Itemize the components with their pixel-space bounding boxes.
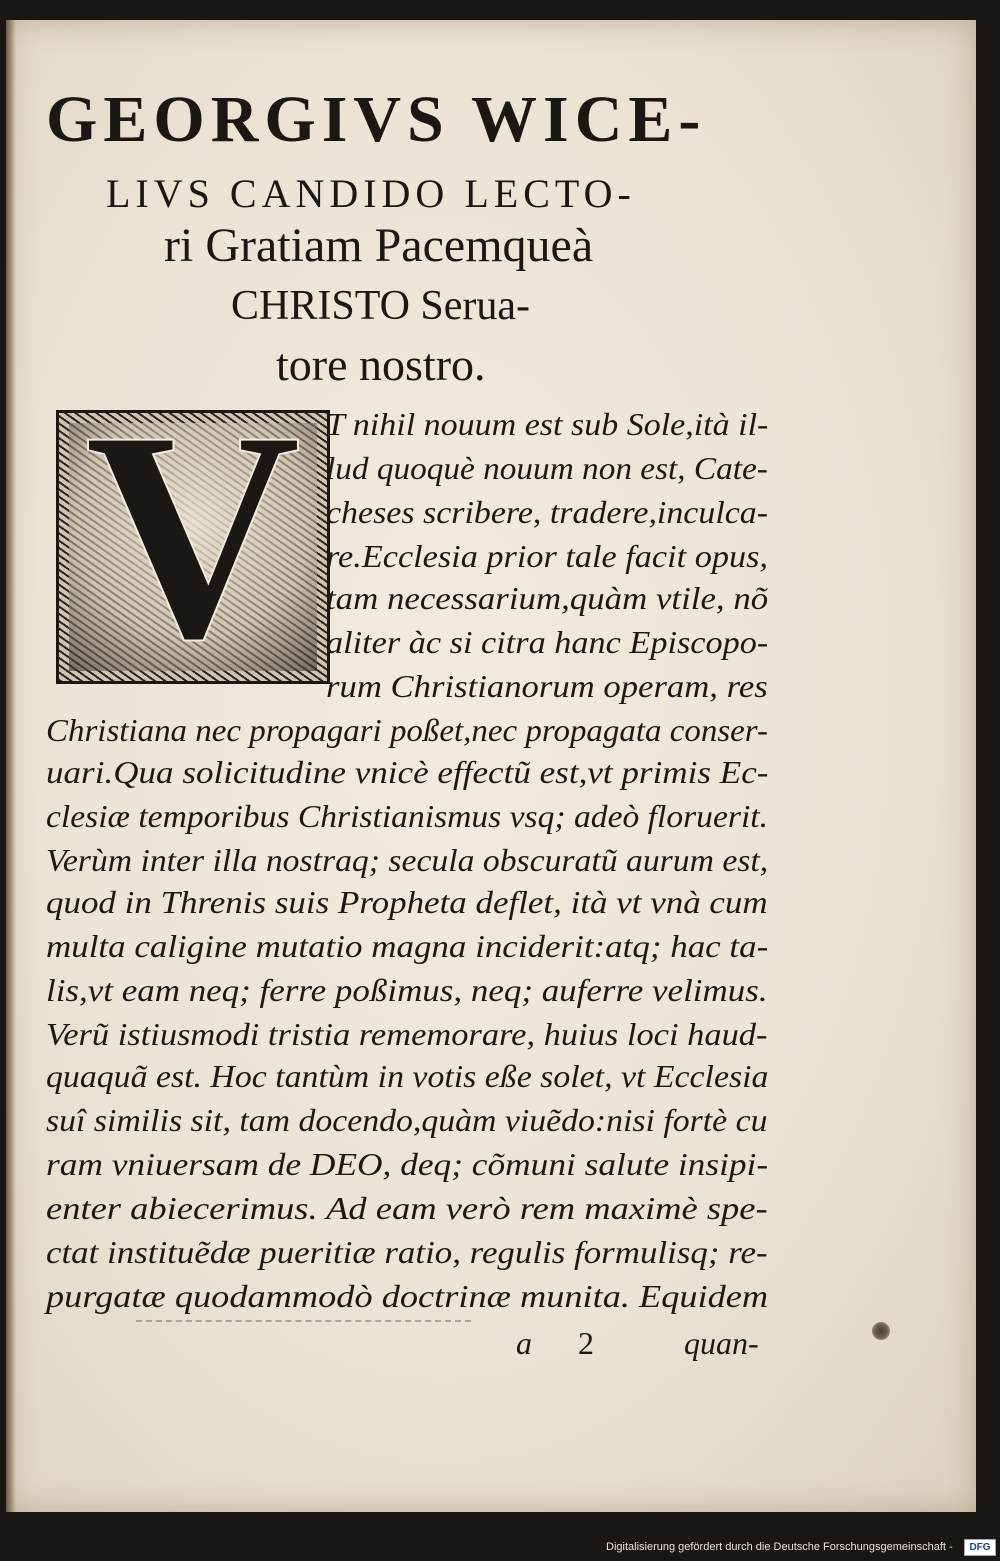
body-line: quaquã est. Hoc tantùm in votis eße solet, vt Ecclesia [46,1058,769,1094]
body-line: enter abiecerimus. Ad eam verò rem maximè spe- [46,1190,768,1226]
heading-line-1: GEORGIVS WICE- [46,83,707,156]
body-line: suî similis sit, tam docendo,quàm viuẽdo:nisi fortè cu [46,1102,768,1138]
faint-rule [136,1320,471,1322]
body-line: lis,vt eam neq; ferre poßimus, neq; auferre velimus. [46,972,768,1008]
body-line: clesiæ temporibus Christianismus vsq; adeò floruerit. [46,798,768,834]
woodcut-initial [56,369,330,701]
catchword: quan- [684,1325,759,1361]
body-line: tam necessarium,quàm vtile, nõ [326,580,769,616]
body-line: aliter àc si citra hanc Episcopo- [326,624,769,660]
body-line: purgatæ quodammodò doctrinæ munita. Equidem [46,1278,769,1314]
heading-line-2: LIVS CANDIDO LECTO- [106,171,636,216]
body-line: quod in Threnis suis Propheta deflet, ità vt vnà cum [46,884,768,920]
body-line: ctat instituẽdæ pueritiæ ratio, regulis formulisq; re- [46,1234,768,1270]
ink-blot-ornament [872,1322,890,1340]
signature-letter: a [516,1325,532,1361]
body-line: T nihil nouum est sub Sole,ità il- [326,406,769,442]
heading-line-4: CHRISTO Serua- [231,283,531,329]
heading-line-5: tore nostro. [276,339,486,390]
body-line: Christiana nec propagari poßet,nec propagata conser- [46,712,768,748]
body-line: multa caligine mutatio magna inciderit:atq; hac ta- [46,928,769,964]
body-line: lud quoquè nouum non est, Cate- [326,450,768,486]
body-line: Verũ istiusmodi tristia rememorare, huius loci haud- [46,1016,768,1052]
page-spine-shadow [6,20,16,1512]
drop-cap-letter: V [84,369,302,701]
dfg-logo: DFG [964,1539,996,1556]
book-page [6,20,976,1512]
body-line: uari.Qua solicitudine vnicè effectũ est,vt primis Ec- [46,754,769,790]
body-line: rum Christianorum operam, res [326,668,768,704]
signature-number: 2 [578,1325,594,1361]
heading-line-3: ri Gratiam Pacemqueà [164,219,594,272]
body-line: re.Ecclesia prior tale facit opus, [326,538,768,574]
digitization-credit: Digitalisierung gefördert durch die Deutsche Forschungsgemeinschaft - [606,1541,953,1553]
body-line: ram vniuersam de DEO, deq; cõmuni salute insipi- [46,1146,769,1182]
body-line: Verùm inter illa nostraq; secula obscuratũ aurum est, [46,842,769,878]
body-line: cheses scribere, tradere,inculca- [326,494,769,530]
